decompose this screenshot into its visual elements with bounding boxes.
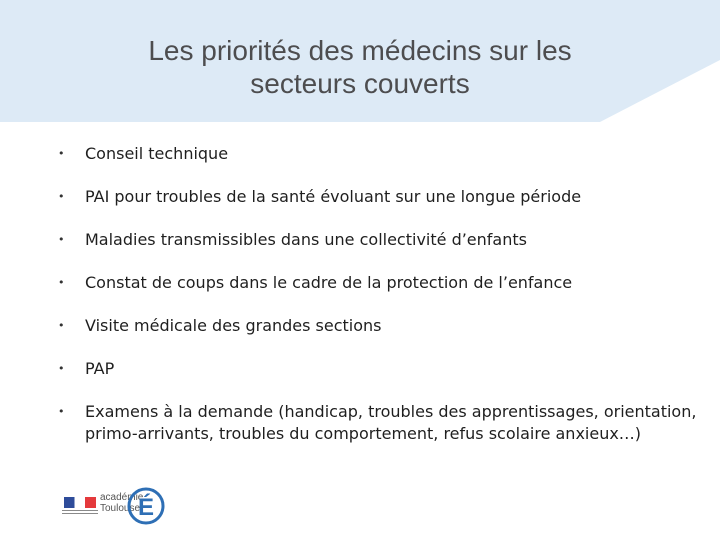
bullet-item (58, 401, 698, 445)
emblem-letter: É (137, 494, 155, 521)
bullet-item (58, 358, 698, 380)
slide-title-line-2: secteurs couverts (250, 68, 470, 99)
bullet-dot: • (58, 190, 65, 203)
bullet-dot: • (58, 319, 65, 332)
slide-title-line-1: Les priorités des médecins sur les (148, 35, 572, 66)
bullet-text: PAI pour troubles de la santé évoluant sur une longue période (85, 187, 582, 206)
bullet-list (58, 143, 698, 466)
ministry-text-lines (62, 510, 98, 516)
education-emblem-icon (127, 480, 165, 526)
bullet-text: Examens à la demande (handicap, troubles des apprentissages, orientation, primo-arrivants, troubles du comportement, refus scolaire anxieux…) (85, 402, 697, 443)
bullet-item (58, 272, 698, 294)
academy-name: académie (100, 492, 144, 503)
bullet-text: Visite médicale des grandes sections (85, 316, 382, 335)
bullet-dot: • (58, 362, 65, 375)
bullet-item (58, 315, 698, 337)
bullet-text: Conseil technique (85, 144, 229, 163)
bullet-dot: • (58, 233, 65, 246)
bullet-item (58, 186, 698, 208)
bullet-dot: • (58, 405, 65, 418)
bullet-dot: • (58, 147, 65, 160)
bullet-text: Constat de coups dans le cadre de la protection de l’enfance (85, 273, 573, 292)
bullet-item (58, 143, 698, 165)
academy-city: Toulouse (100, 503, 141, 514)
republique-flag-icon (64, 497, 96, 508)
bullet-text: Maladies transmissibles dans une collectivité d’enfants (85, 230, 527, 249)
bullet-text: PAP (85, 359, 115, 378)
bullet-item (58, 229, 698, 251)
slide-title (40, 34, 680, 100)
bullet-dot: • (58, 276, 65, 289)
